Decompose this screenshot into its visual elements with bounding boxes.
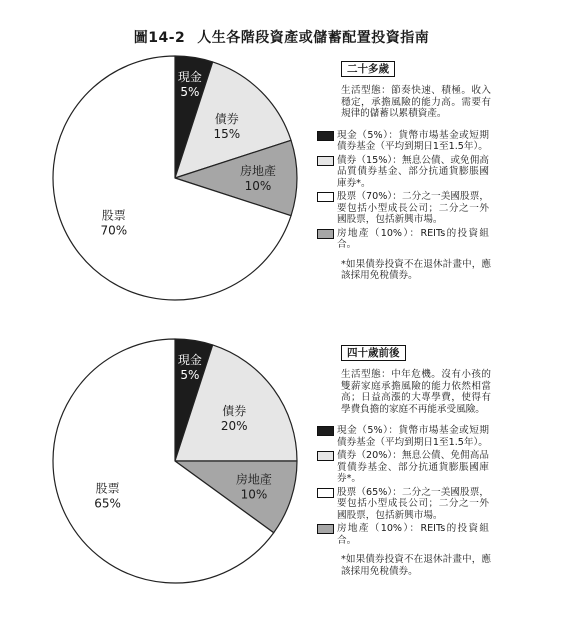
slice-label-realestate: 房地產 — [239, 164, 277, 178]
pie-chart-forties — [0, 331, 310, 591]
legend-swatch-realestate — [317, 524, 334, 534]
slice-label-bonds: 債券 — [214, 112, 239, 127]
legend-item-realestate — [317, 228, 489, 251]
slice-label-cash: 現金 — [177, 353, 202, 367]
slice-label-cash: 現金 — [177, 70, 202, 84]
legend-swatch-bonds — [317, 451, 334, 461]
pie-chart-twenties — [0, 48, 310, 308]
panel-forties — [317, 345, 489, 577]
footnote: *如果債券投資不在退休計畫中，應該採用免稅債券。 — [341, 554, 491, 577]
slice-value-cash: 5% — [180, 85, 200, 99]
slice-value-bonds: 20% — [220, 419, 248, 433]
legend-text: 現金（5%）：貨幣市場基金或短期債券基金（平均到期日1至1.5年）。 — [337, 129, 489, 152]
legend-text: 股票（70%）：二分之一美國股票，要包括小型成長公司；二分之一外國股票，包括新興市場。 — [337, 191, 489, 225]
stage-description: 生活型態：節奏快速、積極。收入穩定，承擔風險的能力高。需要有規律的儲蓄以累積資產。 — [341, 85, 491, 119]
slice-label-realestate: 房地產 — [235, 472, 272, 487]
stage-description: 生活型態：中年危機。沒有小孩的雙薪家庭承擔風險的能力依然相當高；日益高漲的大專學費，使得有學費負擔的家庭不再能承受風險。 — [341, 369, 491, 415]
legend-text: 現金（5%）：貨幣市場基金或短期債券基金（平均到期日1至1.5年）。 — [337, 425, 489, 448]
legend-swatch-cash — [317, 131, 334, 141]
footnote: *如果債券投資不在退休計畫中，應該採用免稅債券。 — [341, 258, 491, 281]
legend-item-bonds — [317, 155, 489, 190]
legend-text: 房地產（10%）：REITs的投資組合。 — [337, 523, 489, 546]
slice-value-stocks: 65% — [94, 496, 121, 511]
legend-item-realestate — [317, 523, 489, 546]
figure-title — [0, 27, 563, 47]
slice-value-stocks: 70% — [100, 223, 128, 238]
slice-value-realestate: 10% — [244, 179, 272, 193]
figure-number: 圖14-2 — [133, 30, 186, 46]
legend-text: 債券（15%）：無息公債、或免佣高品質債券基金、部分抗通貨膨脹國庫券*。 — [337, 154, 489, 189]
slice-value-bonds: 15% — [213, 127, 241, 142]
legend-item-cash — [317, 130, 489, 153]
legend-item-stocks — [317, 191, 489, 226]
stage-label: 四十歲前後 — [341, 345, 406, 361]
slice-value-realestate: 10% — [240, 487, 268, 502]
slice-label-stocks: 股票 — [95, 481, 120, 496]
legend-item-stocks — [317, 487, 489, 522]
slice-label-stocks: 股票 — [101, 208, 126, 223]
stage-label: 二十多歲 — [341, 61, 395, 77]
legend-item-cash — [317, 425, 489, 448]
legend-text: 債券（20%）：無息公債、免佣高品質債券基金、部分抗通貨膨脹國庫券*。 — [337, 450, 489, 484]
slice-value-cash: 5% — [180, 368, 200, 382]
legend-swatch-cash — [317, 426, 334, 436]
legend — [317, 130, 489, 251]
legend-swatch-realestate — [317, 229, 334, 239]
legend-text: 股票（65%）：二分之一美國股票，要包括小型成長公司；二分之一外國股票，包括新興市場。 — [337, 486, 489, 521]
legend-swatch-stocks — [317, 488, 334, 498]
legend-swatch-bonds — [317, 156, 334, 166]
slice-label-bonds: 債券 — [222, 404, 247, 418]
legend — [317, 425, 489, 546]
figure-title-text: 人生各階段資產或儲蓄配置投資指南 — [197, 30, 430, 46]
legend-text: 房地產（10%）：REITs的投資組合。 — [337, 227, 489, 250]
panel-twenties — [317, 61, 489, 282]
legend-item-bonds — [317, 450, 489, 485]
legend-swatch-stocks — [317, 192, 334, 202]
